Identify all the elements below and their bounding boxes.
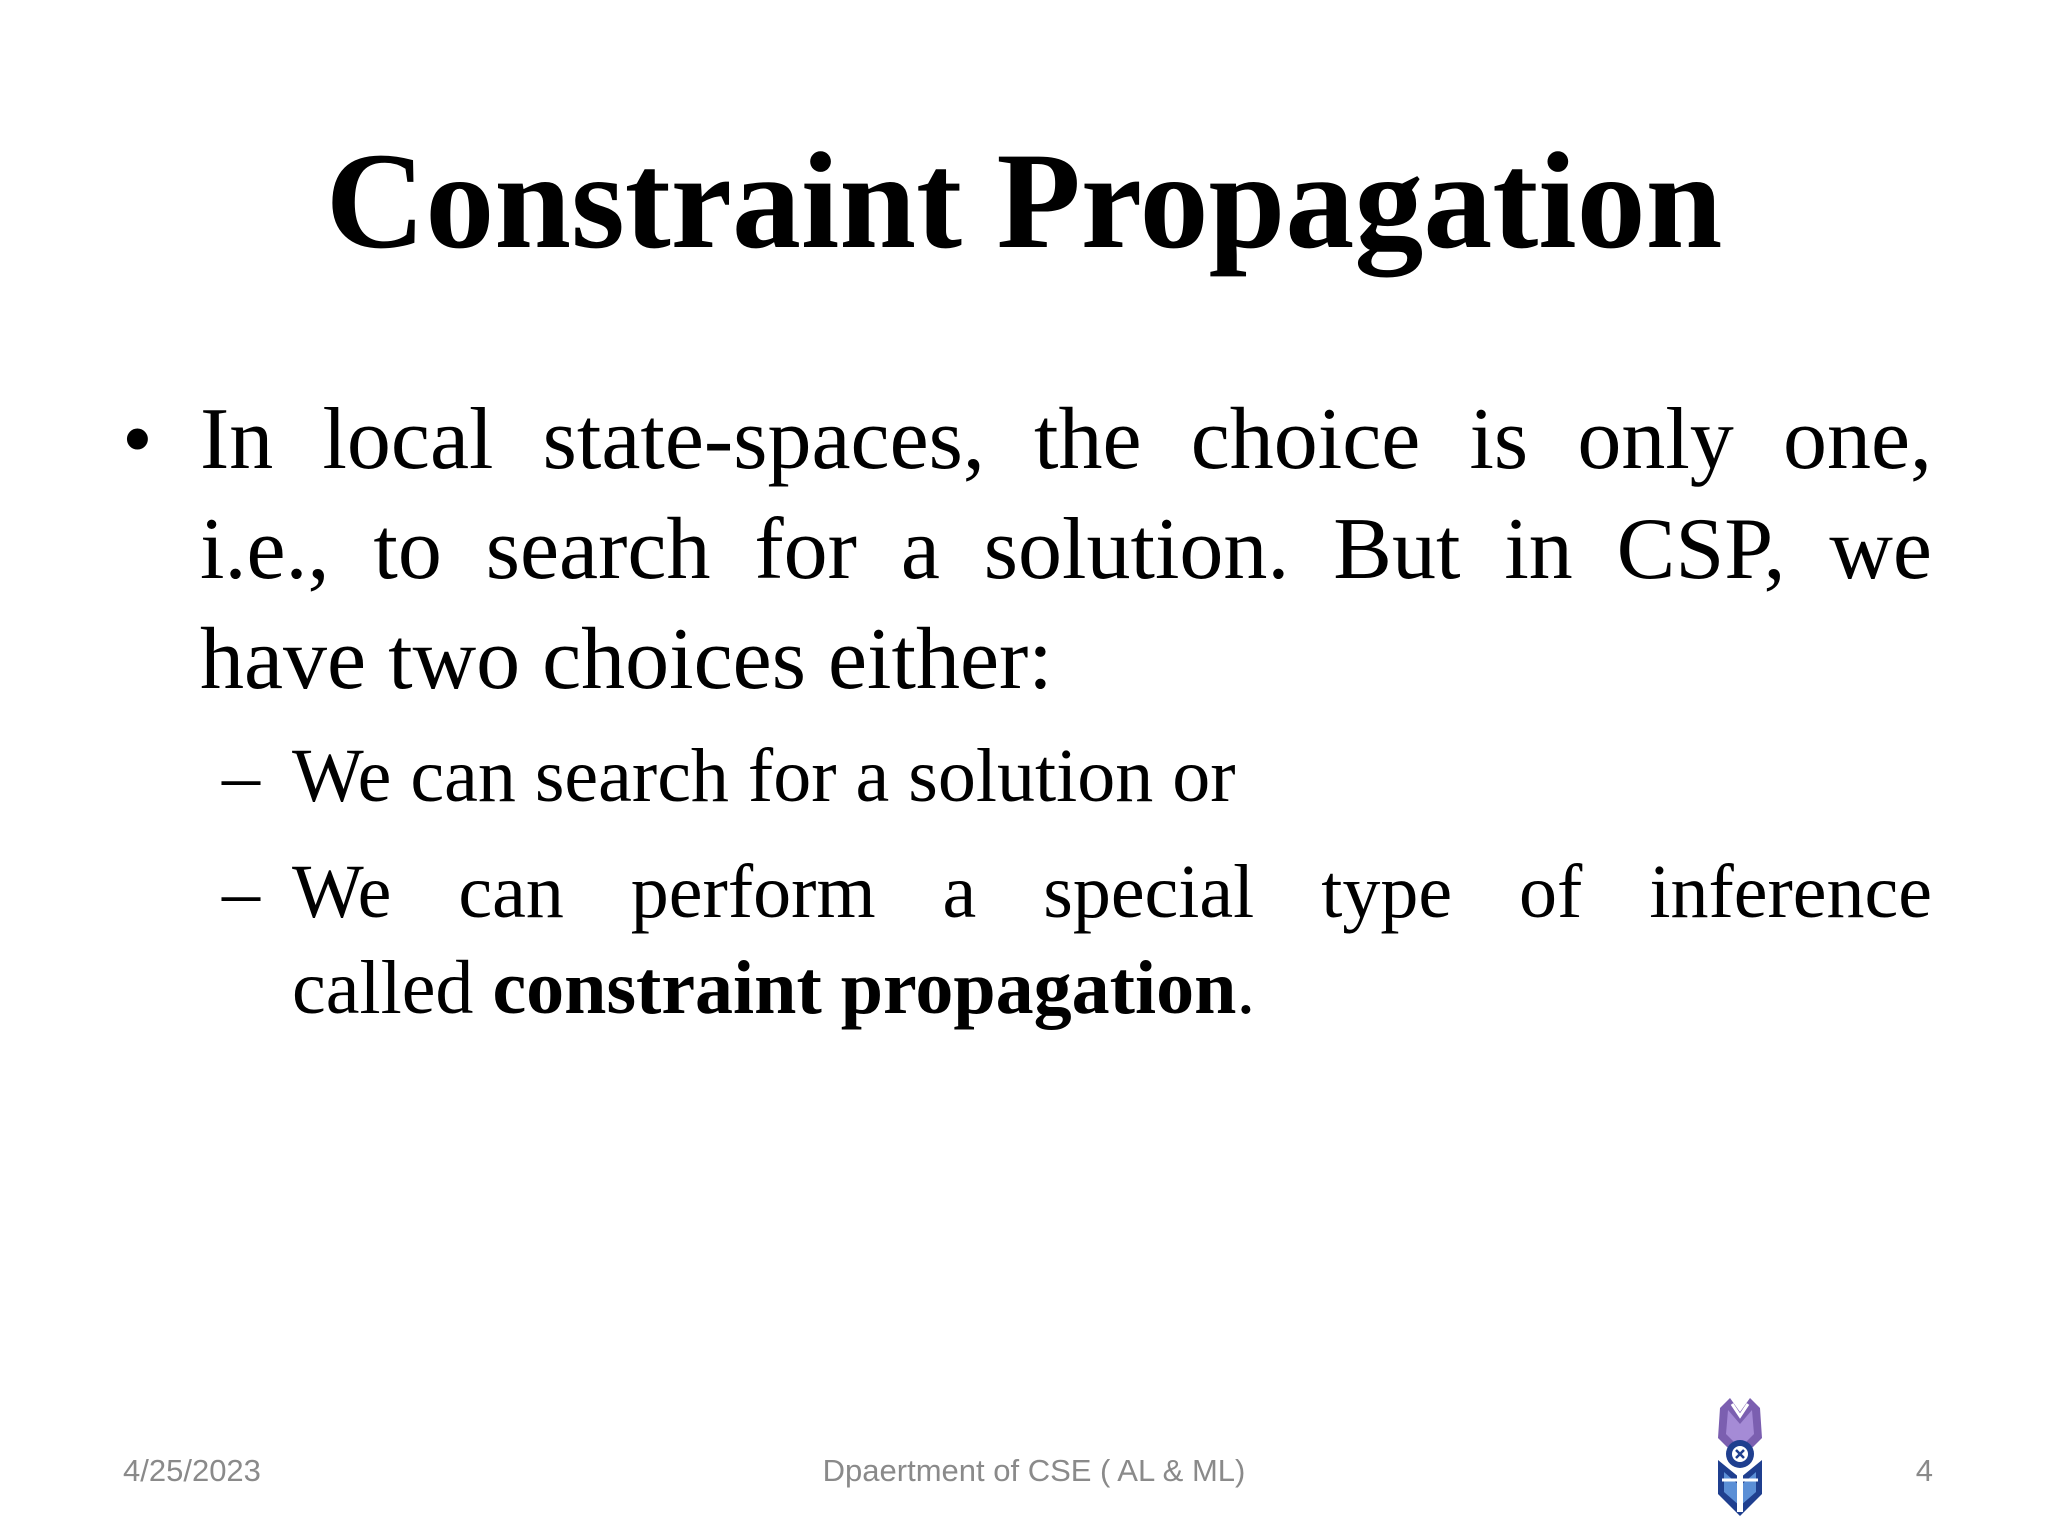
main-bullet-line-1: In local state-spaces, the choice is only one, bbox=[200, 391, 1932, 488]
sub-bullet-search bbox=[222, 728, 1932, 824]
bullet-mark: • bbox=[122, 391, 153, 488]
sub-bullet-inference bbox=[222, 844, 1932, 1036]
sub-bullet-text: We can search for a solution or bbox=[292, 734, 1236, 818]
footer-date: 4/25/2023 bbox=[123, 1453, 261, 1488]
slide-title: Constraint Propagation bbox=[325, 124, 1723, 277]
dash-mark: – bbox=[222, 734, 260, 818]
sub-bullet-line-2 bbox=[292, 940, 1932, 1036]
main-bullet-line-2: i.e., to search for a solution. But in CSP, we bbox=[200, 501, 1932, 598]
college-emblem-icon bbox=[1712, 1398, 1768, 1516]
key-term: constraint propagation bbox=[492, 946, 1237, 1030]
sub-bullet-prefix: called bbox=[292, 946, 493, 1030]
dash-mark: – bbox=[222, 850, 260, 934]
main-bullet-line-3: have two choices either: bbox=[200, 611, 1053, 708]
main-bullet bbox=[122, 385, 1932, 715]
footer-page-number: 4 bbox=[1915, 1453, 1933, 1488]
footer-department: Dpaertment of CSE ( AL & ML) bbox=[822, 1453, 1246, 1488]
sub-bullet-line-1: We can perform a special type of inference bbox=[292, 850, 1932, 934]
sub-bullet-suffix: . bbox=[1236, 946, 1256, 1030]
